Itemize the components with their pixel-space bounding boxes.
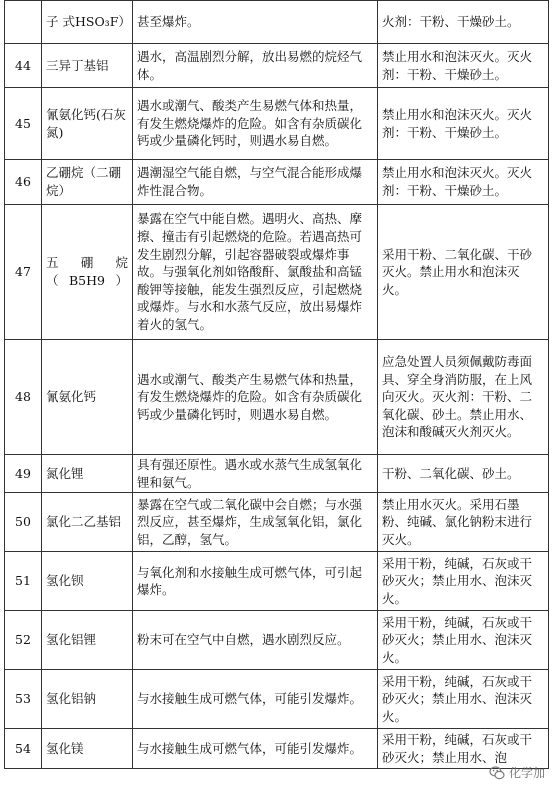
table-row xyxy=(5,729,549,769)
firefighting-method: 采用干粉、二氧化碳、干砂灭火。禁止用水和泡沫灭火。 xyxy=(378,205,549,340)
row-number: 54 xyxy=(5,729,42,769)
table-row xyxy=(5,455,549,493)
substance-name: 氰氨化钙(石灰氮) xyxy=(42,88,133,160)
substance-name: 氢化镁 xyxy=(42,729,133,769)
hazard-description: 遇水，高温剧烈分解，放出易燃的烷烃气体。 xyxy=(133,44,378,88)
firefighting-method: 禁止用水和泡沫灭火。灭火剂：干粉、干燥砂土。 xyxy=(378,88,549,160)
firefighting-method: 禁止用水和泡沫灭火。灭火剂：干粉、干燥砂土。 xyxy=(378,44,549,88)
substance-name: 子 式HSO₃F） xyxy=(42,1,133,44)
table-row xyxy=(5,340,549,455)
substance-name: 氮化锂 xyxy=(42,455,133,493)
hazard-description: 粉末可在空气中自燃，遇水剧烈反应。 xyxy=(133,611,378,670)
row-number: 52 xyxy=(5,611,42,670)
hazard-description: 与水接触生成可燃气体，可能引发爆炸。 xyxy=(133,729,378,769)
substance-name: 氰氨化钙 xyxy=(42,340,133,455)
row-number: 48 xyxy=(5,340,42,455)
table-row xyxy=(5,160,549,205)
row-number: 49 xyxy=(5,455,42,493)
firefighting-method: 应急处置人员须佩戴防毒面具、穿全身消防服，在上风向灭火。灭火剂：干粉、二氧化碳、砂土。禁止用水、泡沫和酸碱灭火剂灭火。 xyxy=(378,340,549,455)
substance-name: 氢化铝钠 xyxy=(42,670,133,729)
table-row xyxy=(5,611,549,670)
hazard-description: 暴露在空气或二氧化碳中会自燃；与水强烈反应，甚至爆炸，生成氢氧化铝，氯化铝，乙醇，氢气。 xyxy=(133,493,378,552)
hazard-description: 与氧化剂和水接触生成可燃气体，可引起爆炸。 xyxy=(133,552,378,611)
substance-name: 氯化二乙基铝 xyxy=(42,493,133,552)
hazard-description: 与水接触生成可燃气体，可能引发爆炸。 xyxy=(133,670,378,729)
table-row xyxy=(5,552,549,611)
row-number: 47 xyxy=(5,205,42,340)
substance-name: 氢化铝锂 xyxy=(42,611,133,670)
hazard-description: 遇潮湿空气能自燃，与空气混合能形成爆炸性混合物。 xyxy=(133,160,378,205)
hazard-description: 遇水或潮气、酸类产生易燃气体和热量，有发生燃烧爆炸的危险。如含有杂质碳化钙或少量磷化钙时，则遇水易自燃。 xyxy=(133,88,378,160)
substance-name: 三异丁基铝 xyxy=(42,44,133,88)
firefighting-method: 火剂：干粉、干燥砂土。 xyxy=(378,1,549,44)
row-number: 44 xyxy=(5,44,42,88)
watermark xyxy=(489,764,545,781)
firefighting-method: 采用干粉，纯碱，石灰或干砂灭火；禁止用水、泡 xyxy=(378,729,549,769)
firefighting-method: 采用干粉，纯碱，石灰或干砂灭火；禁止用水、泡沫灭火。 xyxy=(378,611,549,670)
row-number: 51 xyxy=(5,552,42,611)
table-row xyxy=(5,205,549,340)
row-number xyxy=(5,1,42,44)
substance-name: 乙硼烷（二硼烷） xyxy=(42,160,133,205)
firefighting-method: 采用干粉，纯碱，石灰或干砂灭火；禁止用水、泡沫灭火。 xyxy=(378,670,549,729)
firefighting-method: 禁止用水和泡沫灭火。灭火剂：干粉、干燥砂土。 xyxy=(378,160,549,205)
row-number: 53 xyxy=(5,670,42,729)
firefighting-method: 禁止用水灭火。采用石墨粉、纯碱、氯化钠粉末进行灭火。 xyxy=(378,493,549,552)
substance-name: 五 硼 烷（B5H9） xyxy=(42,205,133,340)
substance-name: 氢化钡 xyxy=(42,552,133,611)
table-row xyxy=(5,670,549,729)
row-number: 46 xyxy=(5,160,42,205)
firefighting-method: 采用干粉，纯碱，石灰或干砂灭火；禁止用水、泡沫灭火。 xyxy=(378,552,549,611)
table-row xyxy=(5,44,549,88)
table-row xyxy=(5,1,549,44)
row-number: 50 xyxy=(5,493,42,552)
watermark-text: 化学加 xyxy=(508,766,545,780)
firefighting-method: 干粉、二氧化碳、砂土。 xyxy=(378,455,549,493)
row-number: 45 xyxy=(5,88,42,160)
wechat-icon xyxy=(489,765,505,781)
hazard-description: 具有强还原性。遇水或水蒸气生成氢氧化锂和氨气。 xyxy=(133,455,378,493)
hazard-description: 遇水或潮气、酸类产生易燃气体和热量，有发生燃烧爆炸的危险。如含有杂质碳化钙或少量磷化钙时，则遇水易自燃。 xyxy=(133,340,378,455)
hazard-table xyxy=(4,0,549,769)
table-row xyxy=(5,88,549,160)
table-row xyxy=(5,493,549,552)
hazard-description: 暴露在空气中能自燃。遇明火、高热、摩擦、撞击有引起燃烧的危险。若遇高热可发生剧烈分解，引起容器破裂或爆炸事故。与强氧化剂如铬酸酐、氯酸盐和高锰酸钾等接触，能发生强烈反应，引起燃烧或爆炸。与水和水蒸气反应，放出易爆炸着火的氢气。 xyxy=(133,205,378,340)
hazard-description: 甚至爆炸。 xyxy=(133,1,378,44)
